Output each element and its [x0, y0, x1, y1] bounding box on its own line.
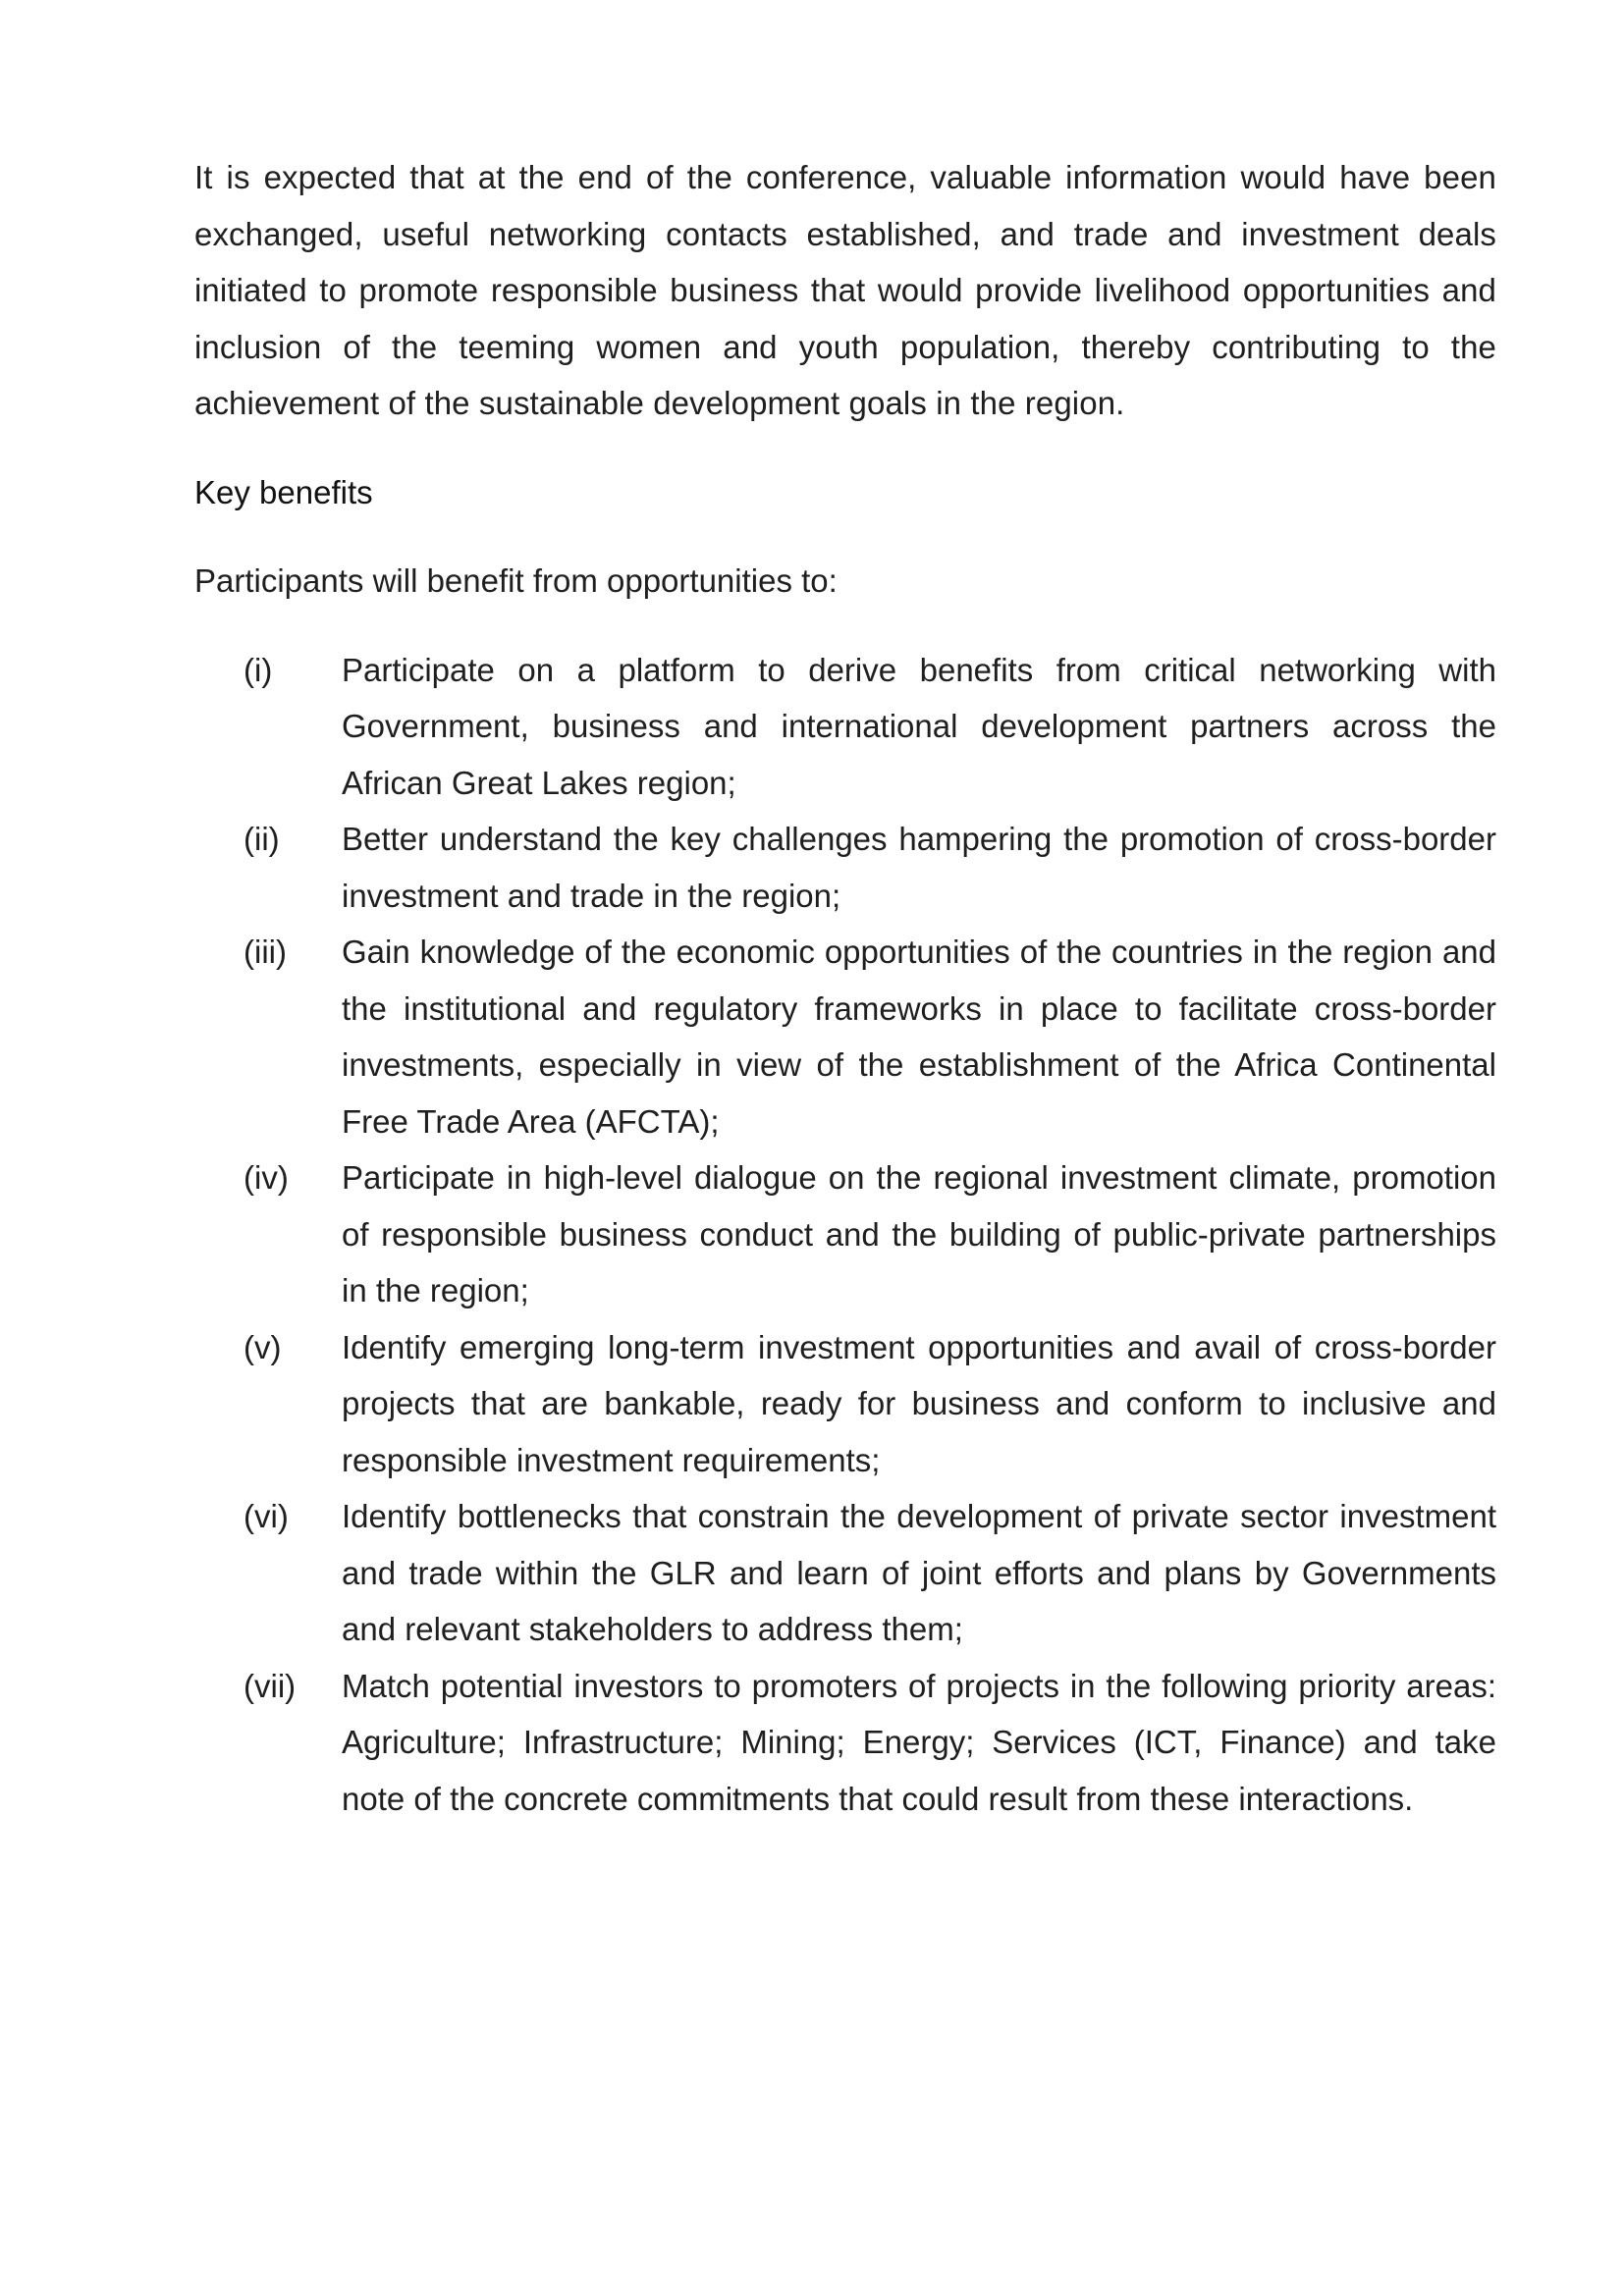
benefits-intro-line: Participants will benefit from opportunities to: — [194, 562, 838, 599]
list-item-text: Better understand the key challenges hampering the promotion of cross-border investment and trade in the region; — [342, 821, 1496, 914]
list-item — [194, 811, 1496, 924]
list-item-number: (ii) — [244, 821, 280, 857]
list-item-number: (iii) — [244, 934, 287, 970]
list-item-text: Identify bottlenecks that constrain the development of private sector investment and trade within the GLR and learn of joint efforts and plans by Governments and relevant stakeholders to address them; — [342, 1498, 1496, 1647]
list-item — [194, 1319, 1496, 1489]
list-item — [194, 1658, 1496, 1828]
page-content — [194, 149, 1496, 1827]
list-item-text: Gain knowledge of the economic opportunities of the countries in the region and the institutional and regulatory frameworks in place to facilitate cross-border investments, especially in view of the establishment of the Africa Continental Free Trade Area (AFCTA); — [342, 934, 1496, 1140]
list-item — [194, 642, 1496, 812]
list-item-text: Match potential investors to promoters of projects in the following priority areas: Agriculture; Infrastructure; Mining; Energy; Services (ICT, Finance) and take note of the concrete commitments that could result from these interactions. — [342, 1667, 1496, 1817]
list-item — [194, 924, 1496, 1149]
list-item-number: (v) — [244, 1328, 282, 1365]
list-item-text: Participate on a platform to derive benefits from critical networking with Government, business and international development partners across the African Great Lakes region; — [342, 651, 1496, 801]
list-item — [194, 1149, 1496, 1319]
list-item-number: (vi) — [244, 1498, 289, 1534]
list-item-number: (i) — [244, 651, 273, 688]
list-item — [194, 1488, 1496, 1658]
list-item-number: (vii) — [244, 1667, 297, 1704]
list-item-text: Identify emerging long-term investment opportunities and avail of cross-border projects that are bankable, ready for business and conform to inclusive and responsible investment requirements; — [342, 1328, 1496, 1478]
section-heading-key-benefits: Key benefits — [194, 473, 373, 510]
opening-paragraph: It is expected that at the end of the conference, valuable information would have been exchanged, useful networking contacts established, and trade and investment deals initiated to promote responsible business that would provide livelihood opportunities and inclusion of the teeming women and youth population, thereby contributing to the achievement of the sustainable development goals in the region. — [194, 159, 1496, 421]
list-item-number: (iv) — [244, 1159, 289, 1196]
list-item-text: Participate in high-level dialogue on the regional investment climate, promotion of responsible business conduct and the building of public-private partnerships in the region; — [342, 1159, 1496, 1308]
benefits-list — [194, 642, 1496, 1828]
